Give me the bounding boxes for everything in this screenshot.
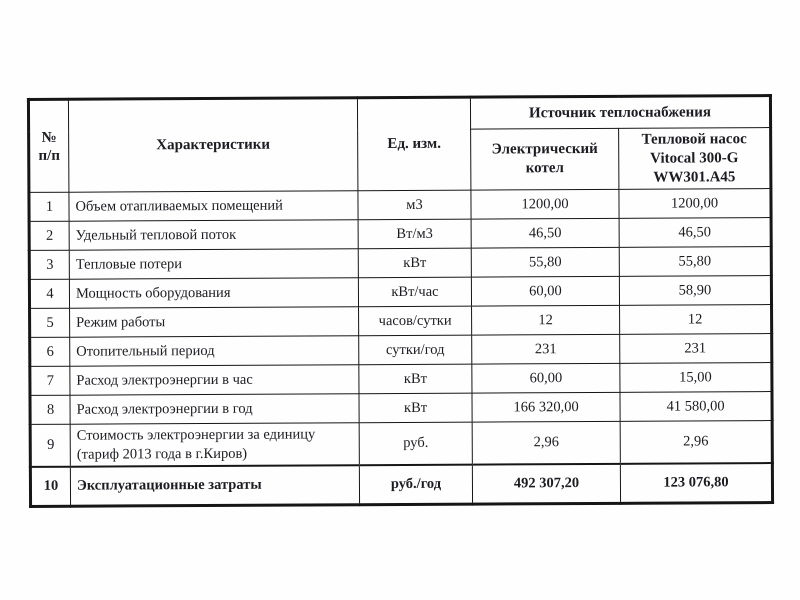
row-characteristic: Тепловые потери	[69, 249, 358, 280]
row-unit: руб.	[359, 422, 472, 465]
table-row	[30, 363, 772, 396]
row-number: 3	[29, 250, 69, 279]
row-unit: кВт/час	[358, 277, 471, 307]
row-value-heat-pump: 1200,00	[619, 189, 771, 219]
row-unit: м3	[358, 190, 471, 220]
row-value-electric-boiler: 46,50	[471, 219, 619, 249]
row-unit: кВт	[359, 393, 472, 423]
row-value-heat-pump: 58,90	[619, 276, 771, 306]
row-number: 6	[30, 337, 70, 366]
row-characteristic: Расход электроэнергии в год	[70, 394, 359, 425]
table-row	[30, 392, 772, 425]
row-value-heat-pump: 15,00	[620, 363, 772, 393]
row-characteristic: Расход электроэнергии в час	[70, 365, 359, 396]
table-row-total	[30, 463, 772, 507]
header-heat-pump-line1: Тепловой насос	[641, 131, 747, 148]
row-unit: часов/сутки	[359, 306, 472, 336]
header-characteristics: Характеристики	[68, 98, 357, 193]
header-electric-boiler: Электрический котел	[471, 128, 619, 190]
row-value-heat-pump: 55,80	[619, 247, 771, 277]
header-heat-pump-line3: WW301.A45	[653, 168, 736, 186]
header-row-number-line2: п/п	[38, 147, 60, 164]
row-value-electric-boiler: 166 320,00	[472, 393, 620, 423]
header-row-number-line1: №	[41, 129, 57, 146]
row-unit: кВт	[359, 364, 472, 394]
row-value-heat-pump: 12	[620, 305, 772, 335]
row-characteristic: Режим работы	[70, 307, 359, 338]
row-value-electric-boiler: 55,80	[471, 248, 619, 278]
row-unit: Вт/м3	[358, 219, 471, 249]
row-number: 4	[29, 279, 69, 308]
row-value-heat-pump: 123 076,80	[620, 463, 772, 504]
row-value-heat-pump: 2,96	[620, 421, 772, 464]
header-row-number	[28, 99, 68, 192]
row-unit: кВт	[358, 248, 471, 278]
row-value-electric-boiler: 2,96	[472, 422, 620, 465]
header-heat-pump-line2: Vitocal 300-G	[650, 149, 739, 167]
row-value-electric-boiler: 492 307,20	[472, 464, 620, 505]
row-number: 5	[30, 308, 70, 337]
row-unit: сутки/год	[359, 335, 472, 365]
row-value-heat-pump: 46,50	[619, 218, 771, 248]
header-heat-source-group: Источник теплоснабжения	[470, 96, 770, 130]
row-number: 2	[29, 221, 69, 250]
table-row	[29, 276, 771, 309]
row-value-electric-boiler: 60,00	[471, 277, 619, 307]
row-value-electric-boiler: 60,00	[472, 364, 620, 394]
row-value-electric-boiler: 1200,00	[471, 190, 619, 220]
row-value-heat-pump: 231	[620, 334, 772, 364]
row-value-heat-pump: 41 580,00	[620, 392, 772, 422]
heating-comparison-table	[27, 94, 771, 508]
row-number: 9	[30, 424, 70, 466]
row-characteristic: Отопительный период	[70, 336, 359, 367]
row-characteristic: Стоимость электроэнергии за единицу (тариф 2013 года в г.Киров)	[70, 423, 359, 467]
row-unit: руб./год	[359, 464, 472, 505]
header-heat-pump	[619, 128, 771, 190]
row-value-electric-boiler: 12	[472, 306, 620, 336]
table-row	[29, 189, 771, 222]
row-number: 8	[30, 395, 70, 424]
table-row	[30, 305, 772, 338]
table-row	[29, 218, 771, 251]
table-row	[30, 421, 772, 467]
row-characteristic: Эксплуатационные затраты	[70, 465, 359, 507]
row-value-electric-boiler: 231	[472, 335, 620, 365]
row-number: 1	[29, 192, 69, 221]
header-unit: Ед. изм.	[357, 97, 470, 191]
row-characteristic: Объем отапливаемых помещений	[69, 191, 358, 222]
table-row	[30, 334, 772, 367]
table-row	[29, 247, 771, 280]
row-characteristic: Удельный тепловой поток	[69, 220, 358, 251]
row-number: 7	[30, 366, 70, 395]
row-characteristic: Мощность оборудования	[69, 278, 358, 309]
row-number: 10	[30, 466, 70, 506]
